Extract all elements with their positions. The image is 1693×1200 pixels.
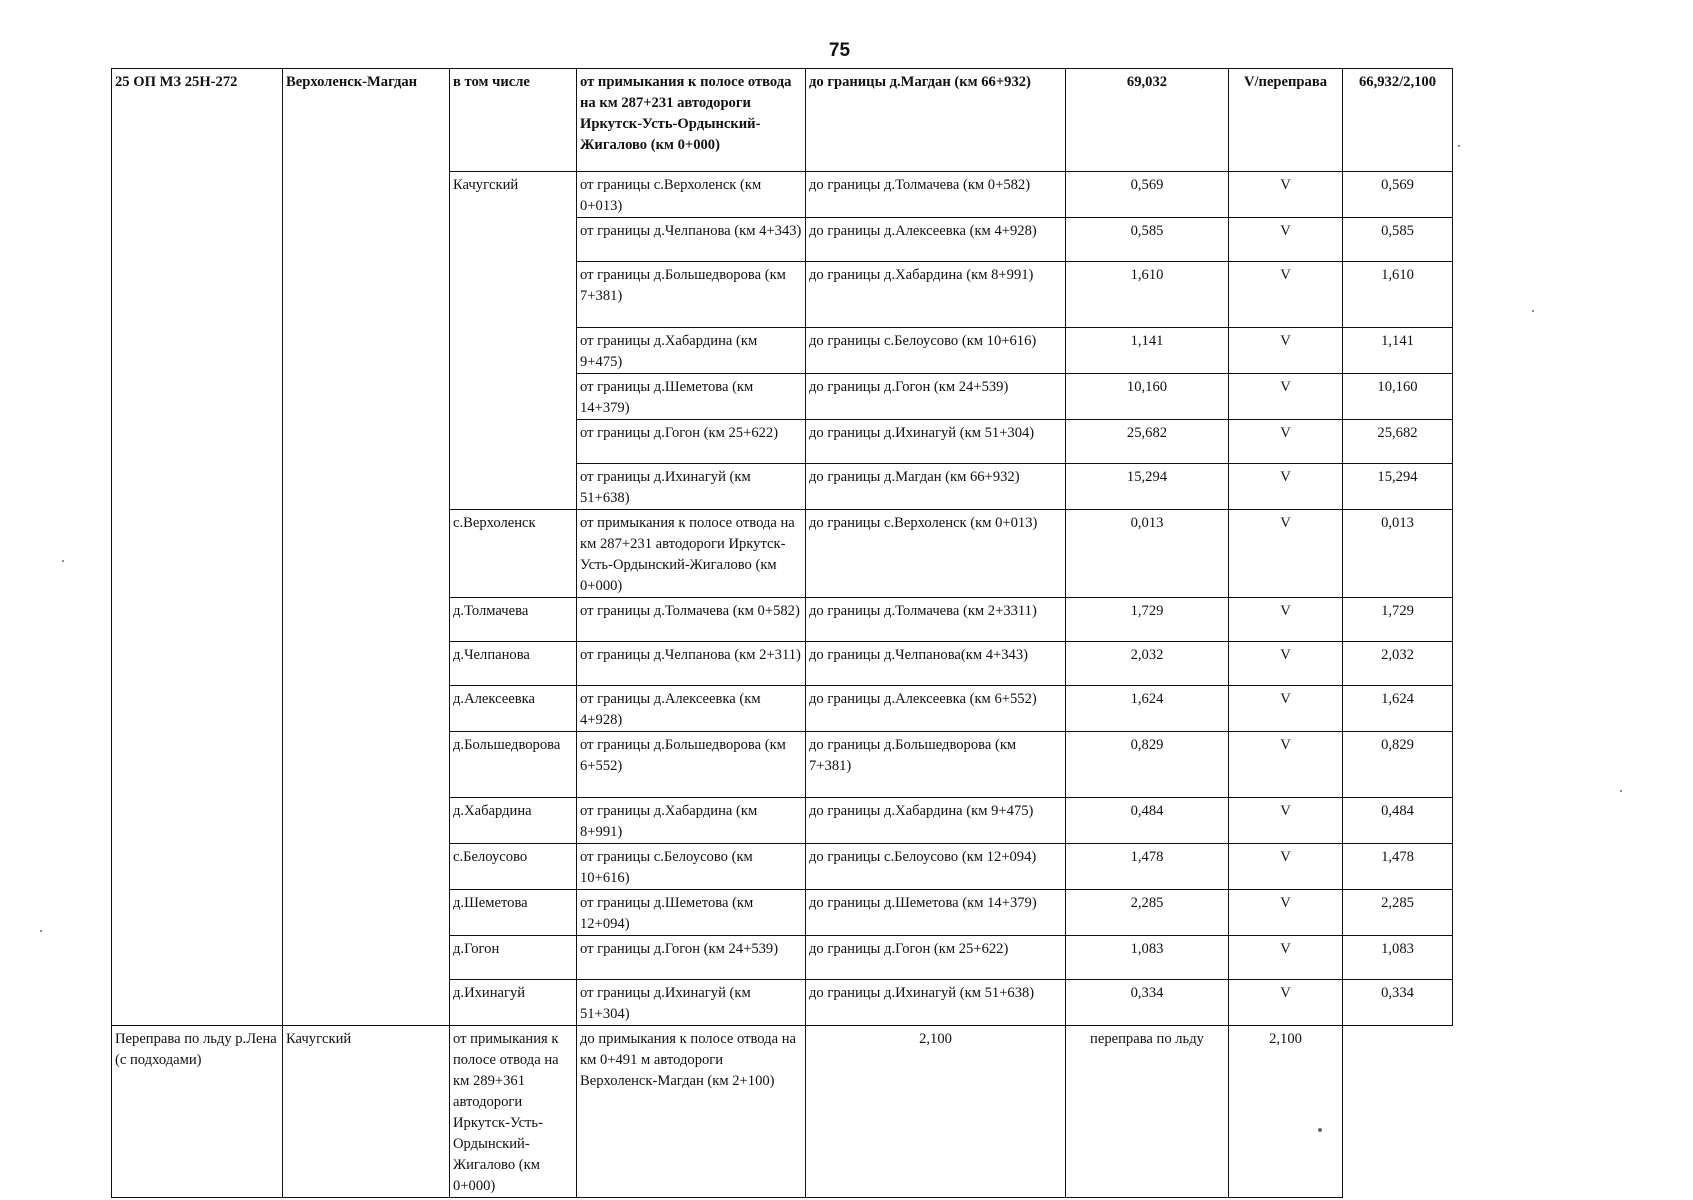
split-cell: 10,160 <box>1343 374 1453 420</box>
category-cell: V <box>1229 732 1343 798</box>
length-cell: 0,013 <box>1066 510 1229 598</box>
length-cell: 2,032 <box>1066 642 1229 686</box>
from-cell: от границы д.Хабардина (км 9+475) <box>577 328 806 374</box>
split-cell: 0,829 <box>1343 732 1453 798</box>
length-cell: 15,294 <box>1066 464 1229 510</box>
split-cell: 1,610 <box>1343 262 1453 328</box>
category-cell: V <box>1229 936 1343 980</box>
from-cell: от границы д.Челпанова (км 4+343) <box>577 218 806 262</box>
from-cell: от границы с.Белоусово (км 10+616) <box>577 844 806 890</box>
from-cell: от примыкания к полосе отвода на км 289+361 автодороги Иркутск-Усть-Ордынский-Жигалово (км 0+000) <box>450 1026 577 1198</box>
split-cell: 0,334 <box>1343 980 1453 1026</box>
category-cell: V <box>1229 172 1343 218</box>
length-cell: 2,285 <box>1066 890 1229 936</box>
to-cell: до границы д.Магдан (км 66+932) <box>806 69 1066 172</box>
split-cell: 1,729 <box>1343 598 1453 642</box>
to-cell: до границы с.Белоусово (км 12+094) <box>806 844 1066 890</box>
scan-speck <box>40 930 42 932</box>
from-cell: от границы д.Челпанова (км 2+311) <box>577 642 806 686</box>
table-row <box>112 69 1453 172</box>
to-cell: до границы д.Алексеевка (км 4+928) <box>806 218 1066 262</box>
category-cell: V <box>1229 464 1343 510</box>
locality-cell: с.Верхоленск <box>450 510 577 598</box>
crossing-name-cell: Переправа по льду р.Лена (с подходами) <box>112 1026 283 1198</box>
locality-cell: д.Шеметова <box>450 890 577 936</box>
to-cell: до границы с.Верхоленск (км 0+013) <box>806 510 1066 598</box>
scan-speck <box>1620 790 1622 792</box>
roads-table <box>111 68 1453 1198</box>
length-cell: 69,032 <box>1066 69 1229 172</box>
to-cell: до границы д.Гогон (км 25+622) <box>806 936 1066 980</box>
category-cell: V <box>1229 890 1343 936</box>
from-cell: от границы с.Верхоленск (км 0+013) <box>577 172 806 218</box>
length-cell: 0,585 <box>1066 218 1229 262</box>
to-cell: до границы д.Толмачева (км 0+582) <box>806 172 1066 218</box>
split-cell: 0,585 <box>1343 218 1453 262</box>
category-cell: V <box>1229 686 1343 732</box>
category-cell: V <box>1229 598 1343 642</box>
locality-cell: д.Хабардина <box>450 798 577 844</box>
category-cell: V <box>1229 980 1343 1026</box>
category-cell: V <box>1229 218 1343 262</box>
split-cell: 66,932/2,100 <box>1343 69 1453 172</box>
to-cell: до границы д.Хабардина (км 9+475) <box>806 798 1066 844</box>
locality-cell: д.Большедворова <box>450 732 577 798</box>
scan-speck <box>1458 145 1460 147</box>
length-cell: 1,083 <box>1066 936 1229 980</box>
locality-cell: в том числе <box>450 69 577 172</box>
length-cell: 2,100 <box>806 1026 1066 1198</box>
locality-cell: с.Белоусово <box>450 844 577 890</box>
road-code-cell: 25 ОП МЗ 25Н-272 <box>112 69 283 1026</box>
length-cell: 10,160 <box>1066 374 1229 420</box>
length-cell: 0,569 <box>1066 172 1229 218</box>
to-cell: до границы д.Магдан (км 66+932) <box>806 464 1066 510</box>
to-cell: до границы д.Челпанова(км 4+343) <box>806 642 1066 686</box>
to-cell: до границы с.Белоусово (км 10+616) <box>806 328 1066 374</box>
category-cell: V <box>1229 420 1343 464</box>
locality-cell: д.Алексеевка <box>450 686 577 732</box>
length-cell: 1,141 <box>1066 328 1229 374</box>
from-cell: от примыкания к полосе отвода на км 287+231 автодороги Иркутск-Усть-Ордынский-Жигалово (км 0+000) <box>577 510 806 598</box>
to-cell: до границы д.Большедворова (км 7+381) <box>806 732 1066 798</box>
scan-speck <box>1532 310 1534 312</box>
length-cell: 0,484 <box>1066 798 1229 844</box>
from-cell: от границы д.Шеметова (км 12+094) <box>577 890 806 936</box>
from-cell: от границы д.Гогон (км 25+622) <box>577 420 806 464</box>
locality-cell: д.Гогон <box>450 936 577 980</box>
from-cell: от границы д.Большедворова (км 7+381) <box>577 262 806 328</box>
split-cell: 2,032 <box>1343 642 1453 686</box>
from-cell: от границы д.Шеметова (км 14+379) <box>577 374 806 420</box>
length-cell: 0,334 <box>1066 980 1229 1026</box>
locality-cell: д.Толмачева <box>450 598 577 642</box>
category-cell: V/переправа <box>1229 69 1343 172</box>
category-cell: V <box>1229 642 1343 686</box>
category-cell: V <box>1229 262 1343 328</box>
road-name-cell: Верхоленск-Магдан <box>283 69 450 1026</box>
page-number: 75 <box>828 40 851 61</box>
split-cell: 0,013 <box>1343 510 1453 598</box>
scan-speck <box>62 560 64 562</box>
split-cell: 1,083 <box>1343 936 1453 980</box>
to-cell: до границы д.Шеметова (км 14+379) <box>806 890 1066 936</box>
category-cell: V <box>1229 798 1343 844</box>
length-cell: 1,478 <box>1066 844 1229 890</box>
split-cell: 1,624 <box>1343 686 1453 732</box>
locality-cell: д.Челпанова <box>450 642 577 686</box>
category-cell: V <box>1229 844 1343 890</box>
locality-cell: Качугский <box>283 1026 450 1198</box>
split-cell: 2,100 <box>1229 1026 1343 1198</box>
category-cell: V <box>1229 374 1343 420</box>
to-cell: до границы д.Хабардина (км 8+991) <box>806 262 1066 328</box>
from-cell: от границы д.Ихинагуй (км 51+304) <box>577 980 806 1026</box>
from-cell: от границы д.Толмачева (км 0+582) <box>577 598 806 642</box>
locality-cell: д.Ихинагуй <box>450 980 577 1026</box>
from-cell: от границы д.Большедворова (км 6+552) <box>577 732 806 798</box>
locality-cell: Качугский <box>450 172 577 510</box>
split-cell: 0,569 <box>1343 172 1453 218</box>
to-cell: до примыкания к полосе отвода на км 0+491 м автодороги Верхоленск-Магдан (км 2+100) <box>577 1026 806 1198</box>
category-cell: V <box>1229 328 1343 374</box>
from-cell: от границы д.Хабардина (км 8+991) <box>577 798 806 844</box>
to-cell: до границы д.Алексеевка (км 6+552) <box>806 686 1066 732</box>
to-cell: до границы д.Толмачева (км 2+3311) <box>806 598 1066 642</box>
from-cell: от границы д.Ихинагуй (км 51+638) <box>577 464 806 510</box>
to-cell: до границы д.Гогон (км 24+539) <box>806 374 1066 420</box>
length-cell: 1,610 <box>1066 262 1229 328</box>
from-cell: от примыкания к полосе отвода на км 287+231 автодороги Иркутск-Усть-Ордынский-Жигалово (км 0+000) <box>577 69 806 172</box>
split-cell: 15,294 <box>1343 464 1453 510</box>
split-cell: 0,484 <box>1343 798 1453 844</box>
scan-speck <box>1318 1128 1322 1132</box>
split-cell: 25,682 <box>1343 420 1453 464</box>
category-cell: V <box>1229 510 1343 598</box>
length-cell: 1,624 <box>1066 686 1229 732</box>
table-row <box>112 1026 1453 1198</box>
to-cell: до границы д.Ихинагуй (км 51+638) <box>806 980 1066 1026</box>
split-cell: 1,141 <box>1343 328 1453 374</box>
split-cell: 2,285 <box>1343 890 1453 936</box>
length-cell: 0,829 <box>1066 732 1229 798</box>
split-cell: 1,478 <box>1343 844 1453 890</box>
length-cell: 25,682 <box>1066 420 1229 464</box>
to-cell: до границы д.Ихинагуй (км 51+304) <box>806 420 1066 464</box>
category-cell: переправа по льду <box>1066 1026 1229 1198</box>
from-cell: от границы д.Алексеевка (км 4+928) <box>577 686 806 732</box>
from-cell: от границы д.Гогон (км 24+539) <box>577 936 806 980</box>
length-cell: 1,729 <box>1066 598 1229 642</box>
